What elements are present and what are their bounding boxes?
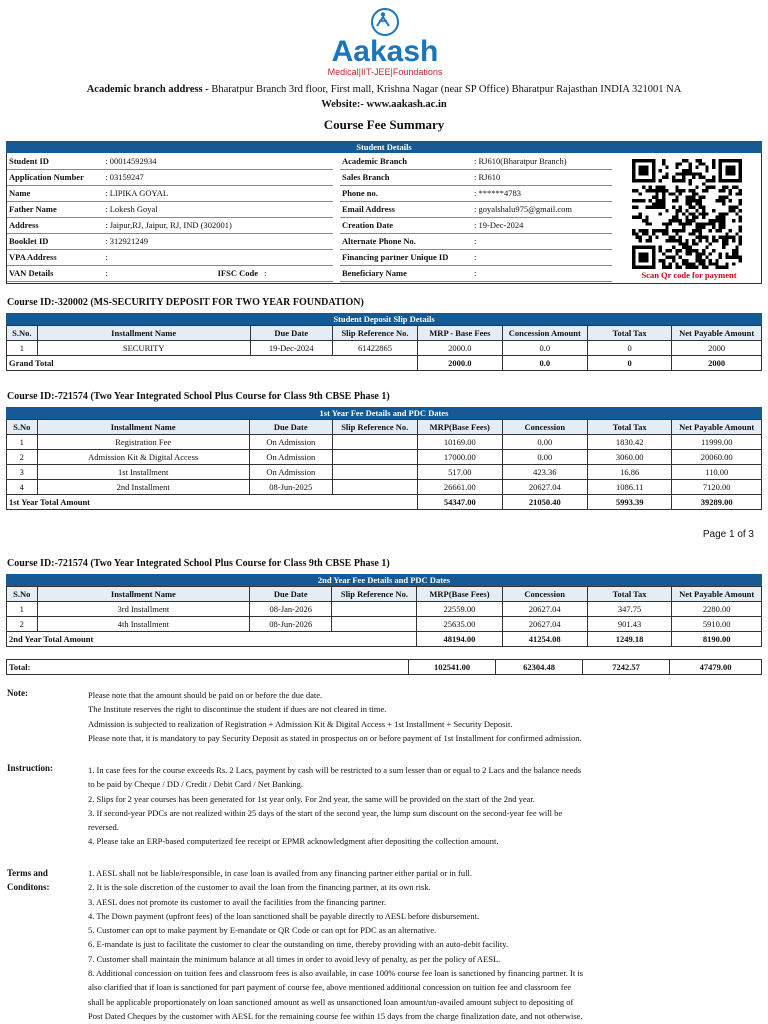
field-label: Name [7,186,103,202]
field-value: : goyalshalu975@gmail.com [472,202,612,218]
column-header: Total Tax [587,587,672,602]
terms-label-line1: Terms and [7,868,48,878]
qr-caption: Scan Qr code for payment [641,270,737,280]
table-cell: 20627.04 [502,617,587,632]
student-row [7,154,333,170]
total-value: 5993.39 [587,495,672,510]
field-label: Beneficiary Name [340,266,472,282]
table-cell: 17000.00 [417,450,502,465]
course1-bar: Student Deposit Slip Details [6,313,762,325]
field-value: : Lokesh Goyal [103,202,333,218]
branch-address [0,84,768,95]
table-cell: 16.86 [587,465,672,480]
student-row [7,186,333,202]
page-number: Page 1 of 3 [702,529,754,540]
table-cell: 3 [7,465,38,480]
table-row [7,341,762,356]
instruction-line: to be paid by Cheque / DD / Credit / Debit Card / Net Banking. [88,779,304,790]
website-line: Website:- www.aakash.ac.in [321,99,447,110]
table-cell [332,450,417,465]
address-text: Bharatpur Branch 3rd floor, First mall, Krishna Nagar (near SP Office) Bharatpur Rajasthan INDIA 321001 NA [211,84,682,95]
field-value: : LIPIKA GOYAL [103,186,333,202]
table-cell [332,465,417,480]
field-value: : Jaipur,RJ, Jaipur, RJ, IND (302001) [103,218,333,234]
total-row [7,632,762,647]
logo-tagline: Medical|IIT-JEE|Foundations [327,67,443,77]
grand-total-value: 62304.48 [496,660,583,675]
field-label: Sales Branch [340,170,472,186]
field-value: : 312921249 [103,234,333,250]
table-cell: 7120.00 [672,480,762,495]
total-label: 2nd Year Total Amount [7,632,417,647]
table-row [7,465,762,480]
logo-brand-text: Aakash [331,35,439,68]
table-cell: 4 [7,480,38,495]
table-cell: 423.36 [502,465,587,480]
total-value: 48194.00 [417,632,502,647]
course3-section [6,574,762,647]
course3-bar: 2nd Year Fee Details and PDC Dates [6,574,762,586]
table-cell: On Admission [249,450,332,465]
field-label: Father Name [7,202,103,218]
table-cell: 20060.00 [672,450,762,465]
table-cell: 1 [7,341,38,356]
field-value: : RJ610 [472,170,612,186]
student-row [340,234,612,250]
table-cell: SECURITY [37,341,250,356]
total-value: 2000 [672,356,762,371]
column-header: Slip Reference No. [332,587,417,602]
student-details-bar: Student Details [6,141,762,153]
field-label: Booklet ID [7,234,103,250]
table-cell: 20627.04 [502,602,587,617]
instruction-line: 2. Slips for 2 year courses has been generated for 1st year only. For 2nd year, the same will be provided on the start of the 2nd year. [88,793,535,804]
note-body [88,688,658,745]
terms-line: also clarified that if loan is sanctioned for part payment of course fee, above mentioned additional concession on tuition fee and classroom fee [88,982,572,993]
table-cell: 5910.00 [672,617,762,632]
terms-line: 7. Customer shall maintain the minimum balance at all times in order to avoid levy of penalty, as per the policy of AESL. [88,953,501,964]
table-cell: 1 [7,602,38,617]
column-header: Due Date [249,420,332,435]
field-label: Alternate Phone No. [340,234,472,250]
logo-emblem-icon [371,8,399,36]
terms-line: 6. E-mandate is just to facilitate the customer to clear the outstanding on time, thereby providing with an auto-debit facility. [88,939,509,950]
table-cell: 3060.00 [587,450,672,465]
total-label: Grand Total [7,356,418,371]
column-header: Slip Reference No. [332,326,417,341]
field-value: : 00014592934 [103,154,333,170]
course1-section [6,313,762,371]
table-cell: 08-Jan-2026 [250,602,332,617]
table-cell: 1st Installment [37,465,249,480]
grand-total-table [6,659,762,675]
column-header: Slip Reference No. [332,420,417,435]
field-label: Financing partner Unique ID [340,250,472,266]
total-value: 41254.08 [502,632,587,647]
table-cell: 08-Jun-2025 [249,480,332,495]
column-header: Net Payable Amount [672,420,762,435]
table-cell: 26661.00 [417,480,502,495]
grand-total-value: 7242.57 [583,660,670,675]
course1-table [6,325,762,371]
field-label: Student ID [7,154,103,170]
table-cell: On Admission [249,435,332,450]
note-line: The Institute reserves the right to discontinue the student if dues are not cleared in time. [88,704,387,715]
student-row [7,170,333,186]
field-value: : [472,250,612,266]
course2-title: Course ID:-721574 (Two Year Integrated School Plus Course for Class 9th CBSE Phase 1) [7,391,390,402]
student-row [340,154,612,170]
table-cell: 25635.00 [417,617,502,632]
table-row [7,480,762,495]
column-header: MRP(Base Fees) [417,420,502,435]
terms-body [88,866,658,1023]
table-cell: 2 [7,617,38,632]
table-row [7,435,762,450]
table-cell: Registration Fee [37,435,249,450]
table-row [7,602,762,617]
note-line: Please note that the amount should be paid on or before the due date. [88,690,323,700]
table-cell: 3rd Installment [37,602,250,617]
total-value: 8190.00 [672,632,762,647]
table-row [7,450,762,465]
table-cell: 10169.00 [417,435,502,450]
grand-total-value: 102541.00 [409,660,496,675]
table-cell: 2 [7,450,38,465]
grand-total-value: 47479.00 [670,660,762,675]
terms-line: 4. The Down payment (upfront fees) of the loan sanctioned shall be payable directly to AESL before disbursement. [88,910,480,921]
student-row [7,266,333,282]
field-value: : [472,234,612,250]
student-row [7,202,333,218]
column-header: S.No. [7,326,38,341]
instruction-line: 4. Please take an ERP-based computerized fee receipt or EPMR acknowledgment after depositing the collection amount. [88,836,499,847]
table-cell [332,617,417,632]
student-row [340,170,612,186]
student-right-table [340,154,612,282]
field-label: Academic Branch [340,154,472,170]
terms-line: 5. Customer can opt to make payment by E-mandate or QR Code or can opt for PDC as an alternative. [88,925,437,936]
terms-line: 3. AESL does not promote its customer to avail the facilities from the financing partner. [88,896,387,907]
field-label: Phone no. [340,186,472,202]
instruction-body [88,763,658,849]
course3-table [6,586,762,647]
table-row [7,617,762,632]
student-row [7,250,333,266]
field-value [103,266,333,282]
instruction-line: 1. In case fees for the course exceeds Rs. 2 Lacs, payment by cash will be restricted to a sum lesser than or equal to 2 Lacs and the balance needs [88,765,582,775]
course2-section [6,407,762,510]
note-label: Note: [7,688,28,698]
instruction-line: 3. If second-year PDCs are not realized within 25 days of the start of the second year, the lump sum discount on the second-year fee will be [88,807,563,818]
column-header: Installment Name [37,326,250,341]
table-cell: 0 [587,341,671,356]
column-header: S.No [7,587,38,602]
table-cell: 2280.00 [672,602,762,617]
table-cell: 19-Dec-2024 [250,341,332,356]
table-cell: 2000 [672,341,762,356]
table-cell: 1 [7,435,38,450]
total-value: 0.0 [502,356,587,371]
student-left-table [7,154,333,282]
terms-label-line2: Conditons: [7,882,50,893]
course2-bar: 1st Year Fee Details and PDC Dates [6,407,762,419]
table-cell: 2nd Installment [37,480,249,495]
column-header: Concession Amount [502,326,587,341]
total-row [7,356,762,371]
table-cell: Admission Kit & Digital Access [37,450,249,465]
column-header: Due Date [250,587,332,602]
field-label: Address [7,218,103,234]
terms-line: 2. It is the sole discretion of the customer to avail the loan from the financing partner, at its own risk. [88,882,431,893]
student-row [7,234,333,250]
total-value: 1249.18 [587,632,672,647]
table-cell: 1086.11 [587,480,672,495]
column-header: Total Tax [587,420,672,435]
table-cell: 2000.0 [418,341,503,356]
payment-qr-code [632,159,742,269]
table-cell: 0.0 [502,341,587,356]
field-label: Email Address [340,202,472,218]
field-value: : ******4783 [472,186,612,202]
grand-total-label: Total: [7,660,409,675]
student-row [7,218,333,234]
field-value: : [105,268,108,278]
grand-total-row [7,660,762,675]
field-value: : RJ610(Bharatpur Branch) [472,154,612,170]
table-header-row [7,420,762,435]
total-value: 0 [587,356,671,371]
table-cell: 20627.04 [502,480,587,495]
table-cell: 4th Installment [37,617,250,632]
column-header: Installment Name [37,420,249,435]
course2-table [6,419,762,510]
column-header: Concession [502,420,587,435]
student-row [340,186,612,202]
table-cell: 22559.00 [417,602,502,617]
table-cell: 61422865 [332,341,417,356]
address-label: Academic branch address - [86,84,212,95]
student-row [340,250,612,266]
note-line: Please note that, it is mandatory to pay Security Deposit as stated in prospectus on or before payment of 1st Installment for confirmed admission. [88,732,582,743]
field-value: : [472,266,612,282]
field-value: : [103,250,333,266]
student-details-section [6,141,762,284]
table-cell: 0.00 [502,450,587,465]
instruction-line: reversed. [88,822,119,833]
table-header-row [7,587,762,602]
terms-line: Post Dated Cheques by the customer with AESL for the remaining course fee within 15 days from the charge finalization date, and not otherwise. [88,1010,583,1021]
student-row [340,202,612,218]
page-title: Course Fee Summary [323,117,445,132]
terms-line: 8. Additional concession on tuition fees and classroom fees is also available, in case 100% course fee loan is sanctioned by financing partner. It is [88,968,583,979]
field-label: VPA Address [7,250,103,266]
field-value: : 03159247 [103,170,333,186]
column-header: Net Payable Amount [672,326,762,341]
course3-title: Course ID:-721574 (Two Year Integrated School Plus Course for Class 9th CBSE Phase 1) [7,558,390,569]
terms-label [7,866,50,895]
table-cell [332,435,417,450]
column-header: Net Payable Amount [672,587,762,602]
terms-line: shall be applicable proportionately on loan sanctioned amount as well as unsanctioned loan amount/un-availed amount subject to depositing of [88,996,574,1007]
aakash-logo [300,8,470,84]
table-cell [332,480,417,495]
table-cell: 901.43 [587,617,672,632]
table-cell: 347.75 [587,602,672,617]
instruction-label: Instruction: [7,763,54,773]
table-cell: 1830.42 [587,435,672,450]
ifsc-value: : [263,268,267,278]
column-header: MRP - Base Fees [418,326,503,341]
field-label: Creation Date [340,218,472,234]
field-label: Application Number [7,170,103,186]
field-label: VAN Details [7,266,103,282]
total-value: 21050.40 [502,495,587,510]
table-cell [332,602,417,617]
total-value: 2000.0 [418,356,503,371]
column-header: MRP(Base Fees) [417,587,502,602]
column-header: S.No [7,420,38,435]
table-cell: 110.00 [672,465,762,480]
table-cell: 11999.00 [672,435,762,450]
field-value: : 19-Dec-2024 [472,218,612,234]
course1-title: Course ID:-320002 (MS-SECURITY DEPOSIT FOR TWO YEAR FOUNDATION) [7,297,364,308]
student-row [340,218,612,234]
student-row [340,266,612,282]
column-header: Due Date [250,326,332,341]
total-label: 1st Year Total Amount [7,495,418,510]
total-value: 39289.00 [672,495,762,510]
table-cell: On Admission [249,465,332,480]
column-header: Installment Name [37,587,250,602]
column-header: Total Tax [587,326,671,341]
table-cell: 517.00 [417,465,502,480]
ifsc-label: IFSC Code [217,268,258,278]
total-value: 54347.00 [417,495,502,510]
table-header-row [7,326,762,341]
total-row [7,495,762,510]
table-cell: 08-Jun-2026 [250,617,332,632]
terms-line: 1. AESL shall not be liable/responsible, in case loan is availed from any financing partner either partial or in full. [88,868,472,878]
note-line: Admission is subjected to realization of Registration + Admission Kit & Digital Access + 1st Installment + Security Deposit. [88,718,513,729]
column-header: Concession [502,587,587,602]
table-cell: 0.00 [502,435,587,450]
